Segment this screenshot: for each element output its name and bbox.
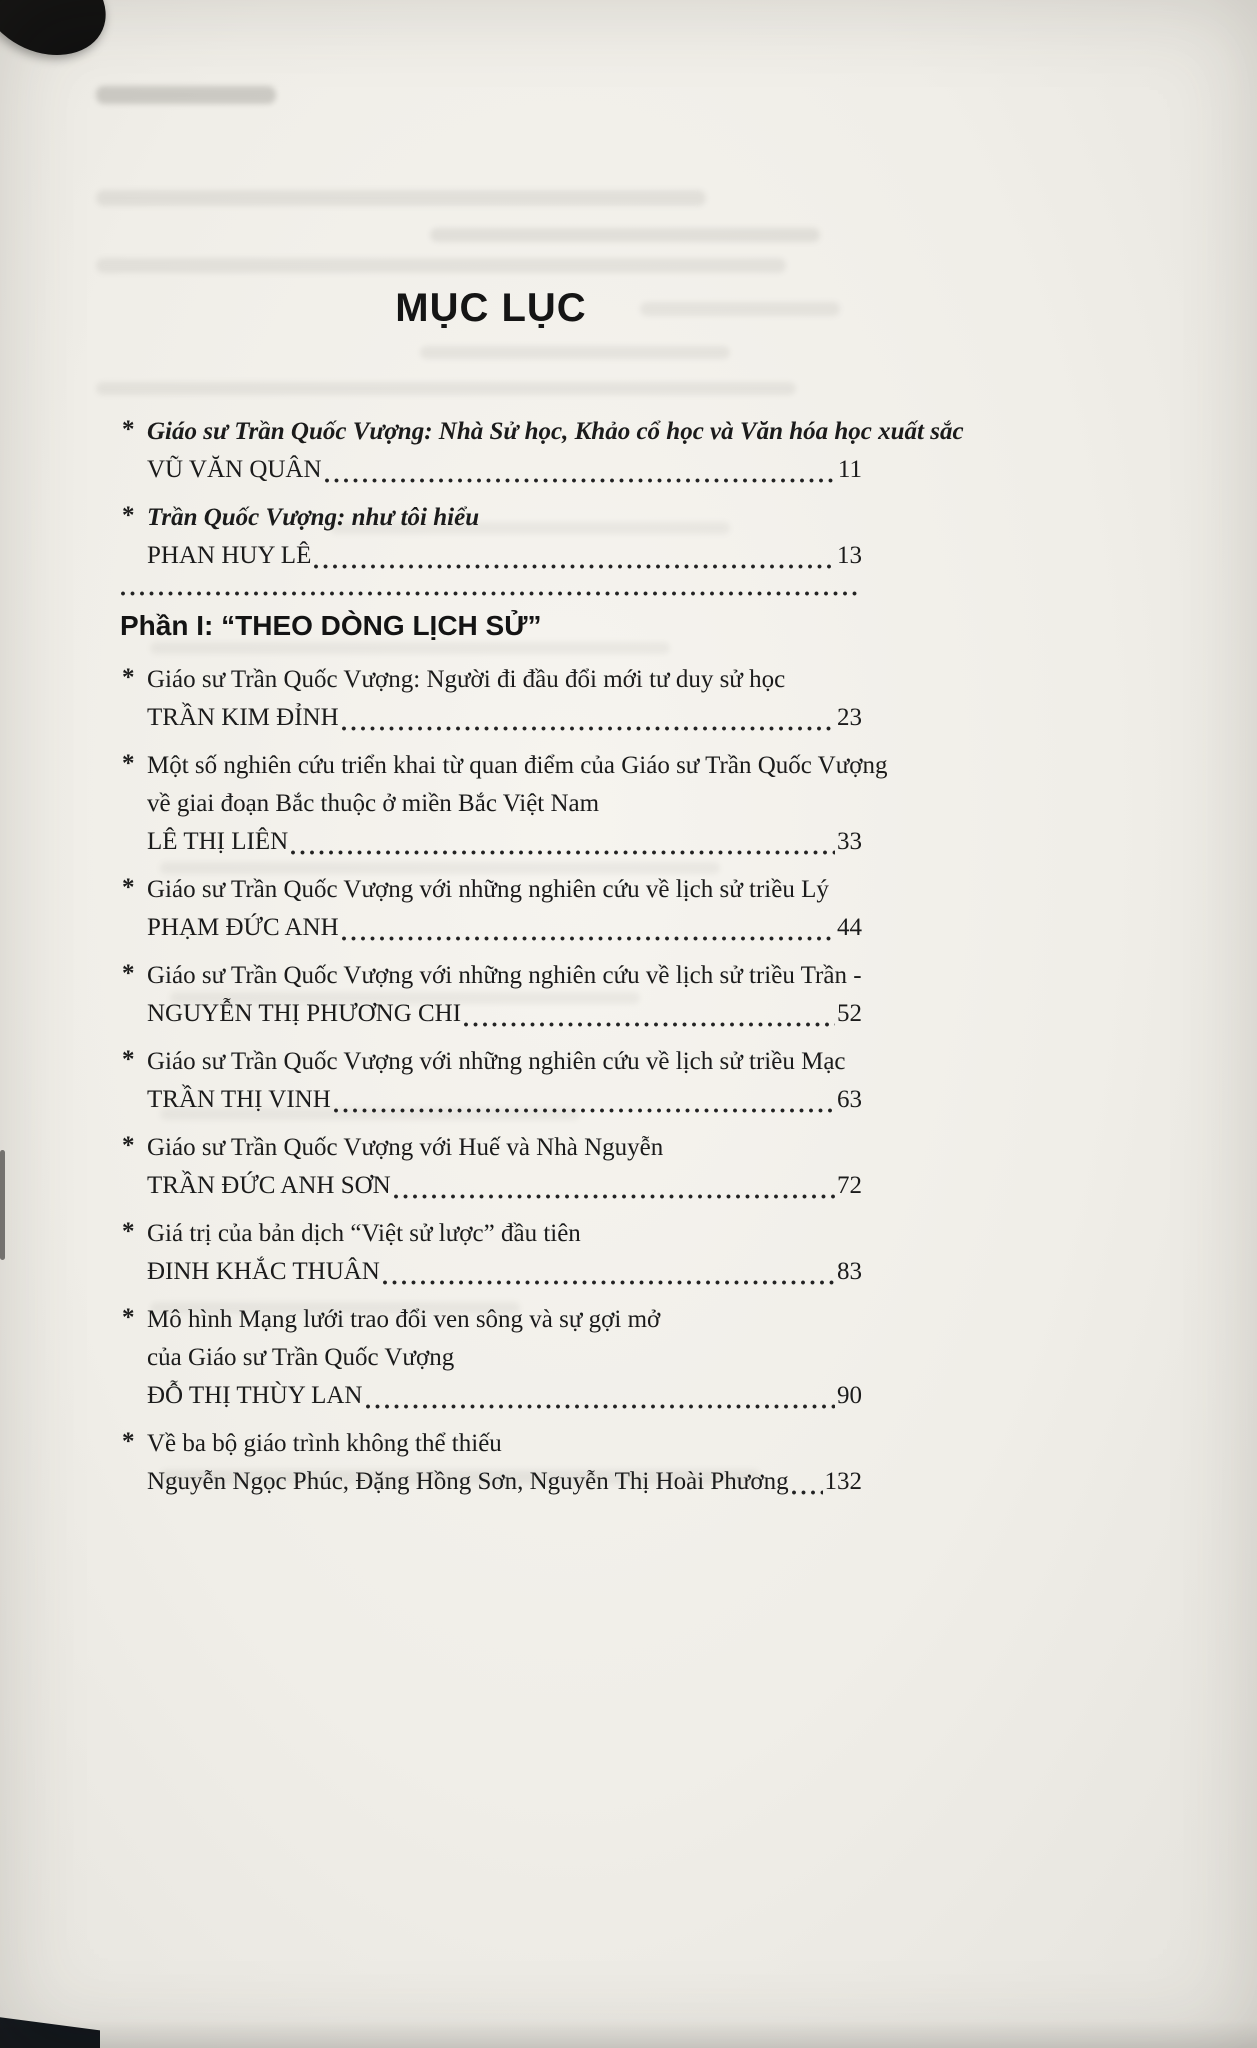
- toc-entry: [120, 413, 964, 489]
- entry-author: PHẠM ĐỨC ANH: [147, 914, 339, 941]
- entry-author: NGUYỄN THỊ PHƯƠNG CHI: [147, 1000, 462, 1027]
- entry-title: của Giáo sư Trần Quốc Vượng: [147, 1344, 455, 1371]
- bleedthrough-smudge: [96, 190, 706, 206]
- entry-author-line: [147, 1167, 862, 1205]
- entry-author: LÊ THỊ LIÊN: [147, 828, 289, 855]
- entry-page-number: 90: [837, 1382, 862, 1409]
- entry-page-number: 63: [837, 1086, 862, 1113]
- entry-title: Trần Quốc Vượng: như tôi hiểu: [147, 504, 480, 531]
- dot-leader: [393, 1193, 835, 1200]
- dot-leader: [463, 1021, 835, 1028]
- toc-entry: [120, 957, 862, 1033]
- entry-marker: *: [122, 874, 135, 901]
- dot-leader: [333, 1107, 835, 1114]
- toc-content: [120, 258, 964, 1511]
- entry-title: Về ba bộ giáo trình không thể thiếu: [147, 1430, 502, 1457]
- entry-title: Giáo sư Trần Quốc Vượng với những nghiên cứu về lịch sử triều Mạc: [147, 1048, 846, 1075]
- toc-entry: [120, 871, 862, 947]
- entry-marker: *: [122, 1304, 135, 1331]
- entry-author-line: [147, 1081, 862, 1119]
- entry-author: TRẦN ĐỨC ANH SƠN: [147, 1172, 391, 1199]
- entry-author-line: [147, 1253, 862, 1291]
- dot-leader: [341, 935, 835, 942]
- toc-entry: [120, 1301, 862, 1415]
- dot-leader: [365, 1403, 836, 1410]
- entry-page-number: 83: [837, 1258, 862, 1285]
- entry-marker: *: [122, 1132, 135, 1159]
- bottom-edge-shadow: [0, 2020, 1257, 2048]
- toc-list: [120, 413, 964, 1501]
- bottom-corner-band: [0, 2004, 100, 2048]
- left-edge-mark: [0, 1150, 5, 1260]
- entry-author: Nguyễn Ngọc Phúc, Đặng Hồng Sơn, Nguyễn Thị Hoài Phương: [147, 1468, 789, 1495]
- entry-title: Giáo sư Trần Quốc Vượng với Huế và Nhà Nguyễn: [147, 1134, 664, 1161]
- entry-author: ĐINH KHẮC THUÂN: [147, 1258, 380, 1285]
- entry-page-number: 11: [837, 456, 862, 483]
- entry-title: Một số nghiên cứu triển khai từ quan điểm của Giáo sư Trần Quốc Vượng: [147, 752, 888, 779]
- dot-leader: [313, 563, 835, 570]
- bleedthrough-smudge: [430, 228, 820, 242]
- dotted-divider: [120, 589, 862, 597]
- dot-leader: [290, 849, 835, 856]
- entry-title: Giáo sư Trần Quốc Vượng: Người đi đầu đổi mới tư duy sử học: [147, 666, 786, 693]
- entry-page-number: 13: [837, 542, 862, 569]
- entry-marker: *: [122, 664, 135, 691]
- entry-author-line: [147, 909, 862, 947]
- entry-author: TRẦN KIM ĐỈNH: [147, 704, 339, 731]
- entry-author-line: [147, 537, 862, 575]
- section-heading: Phần I: “THEO DÒNG LỊCH SỬ”: [120, 610, 542, 641]
- entry-author: PHAN HUY LÊ: [147, 542, 312, 569]
- entry-title: về giai đoạn Bắc thuộc ở miền Bắc Việt Nam: [147, 790, 600, 817]
- toc-entry: [120, 1425, 862, 1501]
- entry-author: ĐỖ THỊ THÙY LAN: [147, 1382, 363, 1409]
- page-title: MỤC LỤC: [395, 286, 587, 330]
- entry-marker: *: [122, 1046, 135, 1073]
- toc-entry: [120, 499, 862, 575]
- toc-entry: [120, 661, 862, 737]
- entry-author-line: [147, 995, 862, 1033]
- entry-author-line: [147, 1463, 862, 1501]
- entry-marker: *: [122, 502, 135, 529]
- entry-author-line: [147, 1377, 862, 1415]
- dot-leader: [341, 725, 835, 732]
- entry-page-number: 52: [837, 1000, 862, 1027]
- entry-marker: *: [122, 960, 135, 987]
- entry-marker: *: [122, 750, 135, 777]
- entry-marker: *: [122, 1218, 135, 1245]
- entry-page-number: 44: [837, 914, 862, 941]
- dot-leader: [324, 477, 836, 484]
- toc-entry: [120, 1043, 862, 1119]
- bleedthrough-smudge: [96, 86, 276, 104]
- dot-leader: [382, 1279, 835, 1286]
- entry-marker: *: [122, 416, 135, 443]
- dark-corner-mark: [0, 0, 122, 74]
- entry-title: Giáo sư Trần Quốc Vượng với những nghiên cứu về lịch sử triều Trần -: [147, 962, 862, 989]
- dot-leader: [791, 1489, 823, 1496]
- entry-author-line: [147, 699, 862, 737]
- entry-title: Giáo sư Trần Quốc Vượng với những nghiên cứu về lịch sử triều Lý: [147, 876, 829, 903]
- entry-author-line: [147, 451, 862, 489]
- toc-entry: [120, 1215, 862, 1291]
- toc-entry: [120, 747, 888, 861]
- entry-author: TRẦN THỊ VINH: [147, 1086, 331, 1113]
- entry-page-number: 33: [837, 828, 862, 855]
- entry-title: Giá trị của bản dịch “Việt sử lược” đầu tiên: [147, 1220, 581, 1247]
- entry-title: Mô hình Mạng lưới trao đổi ven sông và sự gợi mở: [147, 1306, 661, 1333]
- entry-title: Giáo sư Trần Quốc Vượng: Nhà Sử học, Khảo cổ học và Văn hóa học xuất sắc: [147, 418, 964, 445]
- entry-author-line: [147, 823, 862, 861]
- entry-page-number: 23: [837, 704, 862, 731]
- entry-author: VŨ VĂN QUÂN: [147, 456, 322, 483]
- entry-marker: *: [122, 1428, 135, 1455]
- entry-page-number: 72: [837, 1172, 862, 1199]
- toc-entry: [120, 1129, 862, 1205]
- entry-page-number: 132: [824, 1468, 862, 1495]
